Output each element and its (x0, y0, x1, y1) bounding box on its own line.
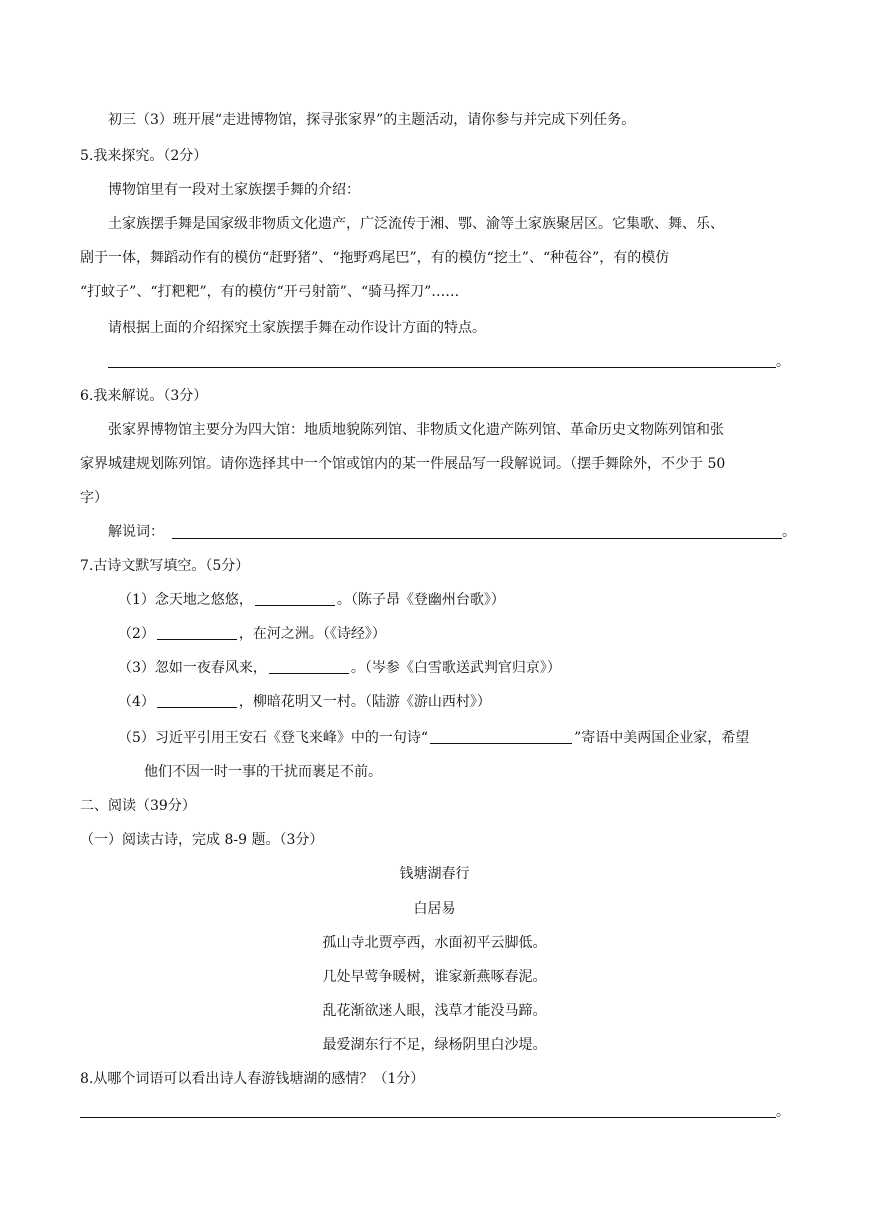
q7-item-number: （4） (118, 694, 155, 710)
q7-item-3 (118, 658, 561, 678)
q7-item-after: 。（陈子昂《登幽州台歌》） (336, 592, 505, 608)
q6-passage-line: 家界城建规划陈列馆。请你选择其中一个馆或馆内的某一件展品写一段解说词。（摆手舞除外，不少于 50 (80, 456, 726, 472)
q6-passage-line: 张家界博物馆主要分为四大馆：地质地貌陈列馆、非物质文化遗产陈列馆、革命历史文物陈列馆和张 (108, 422, 724, 438)
q5-answer-line[interactable] (108, 367, 776, 368)
q8-answer-line[interactable] (80, 1117, 776, 1118)
q7-title: 7.古诗文默写填空。（5分） (80, 558, 250, 574)
q6-answer-label: 解说词： (108, 524, 164, 540)
q7-item-4 (118, 692, 491, 712)
q5-answer-end: 。 (776, 354, 790, 370)
q7-blank-3[interactable] (269, 659, 349, 674)
poem-author: 白居易 (413, 901, 456, 917)
q7-item-before: 念天地之悠悠， (154, 592, 253, 608)
q7-blank-5[interactable] (430, 729, 572, 744)
q5-prompt: 请根据上面的介绍探究土家族摆手舞在动作设计方面的特点。 (108, 320, 486, 336)
q8-answer-end: 。 (776, 1104, 790, 1120)
q7-blank-2[interactable] (157, 625, 237, 640)
poem-title: 钱塘湖春行 (399, 866, 470, 882)
q7-item-number: （2） (118, 626, 155, 642)
intro-text: 初三（3）班开展“走进博物馆，探寻张家界”的主题活动，请你参与并完成下列任务。 (108, 112, 636, 128)
q7-blank-4[interactable] (157, 693, 237, 708)
q7-item-before: 忽如一夜春风来， (154, 660, 267, 676)
q5-title: 5.我来探究。（2分） (80, 148, 208, 164)
q8-title: 8.从哪个词语可以看出诗人春游钱塘湖的感情？（1分） (80, 1071, 425, 1087)
poem-line: 孤山寺北贾亭西，水面初平云脚低。 (322, 935, 547, 951)
q7-item-number: （1） (118, 592, 155, 608)
q7-item-2 (118, 624, 386, 644)
q6-title: 6.我来解说。（3分） (80, 388, 208, 404)
q5-lead: 博物馆里有一段对土家族摆手舞的介绍： (108, 182, 360, 198)
poem-line: 最爱湖东行不足，绿杨阴里白沙堤。 (322, 1037, 547, 1053)
q6-answer-end: 。 (782, 524, 796, 540)
q7-blank-1[interactable] (255, 591, 335, 606)
section-2-subtitle: （一）阅读古诗，完成 8-9 题。（3分） (80, 832, 324, 848)
poem-line: 乱花渐欲迷人眼，浅草才能没马蹄。 (322, 1003, 547, 1019)
q7-item-after: ，柳暗花明又一村。（陆游《游山西村》） (238, 694, 491, 710)
q5-passage-line: 剧于一体，舞蹈动作有的模仿“赶野猪”、“拖野鸡尾巴”，有的模仿“挖土”、“种苞谷”，有的模仿 (80, 250, 670, 266)
q7-item-after: ”寄语中美两国企业家，希望 (574, 730, 750, 746)
q7-item-1 (118, 590, 505, 610)
q7-item-after: 。（岑参《白雪歌送武判官归京》） (350, 660, 561, 676)
q7-item-after: ，在河之洲。（《诗经》） (238, 626, 386, 642)
q7-item-before: 习近平引用王安石《登飞来峰》中的一句诗“ (154, 730, 429, 746)
poem-line: 几处早莺争暖树，谁家新燕啄春泥。 (322, 969, 547, 985)
q6-passage-line: 字） (80, 490, 108, 506)
q7-item-5 (118, 728, 749, 748)
section-2-title: 二、阅读（39分） (80, 798, 196, 814)
q6-answer-line[interactable] (172, 538, 782, 539)
q5-passage-line: 土家族摆手舞是国家级非物质文化遗产，广泛流传于湘、鄂、渝等土家族聚居区。它集歌、舞、乐、 (108, 216, 724, 232)
q5-passage-line: “打蚊子”、“打粑粑”，有的模仿“开弓射箭”、“骑马挥刀”…… (80, 284, 460, 300)
q7-item-number: （5） (118, 730, 155, 746)
q7-item-5-continuation: 他们不因一时一事的干扰而裹足不前。 (144, 764, 382, 780)
q7-item-number: （3） (118, 660, 155, 676)
